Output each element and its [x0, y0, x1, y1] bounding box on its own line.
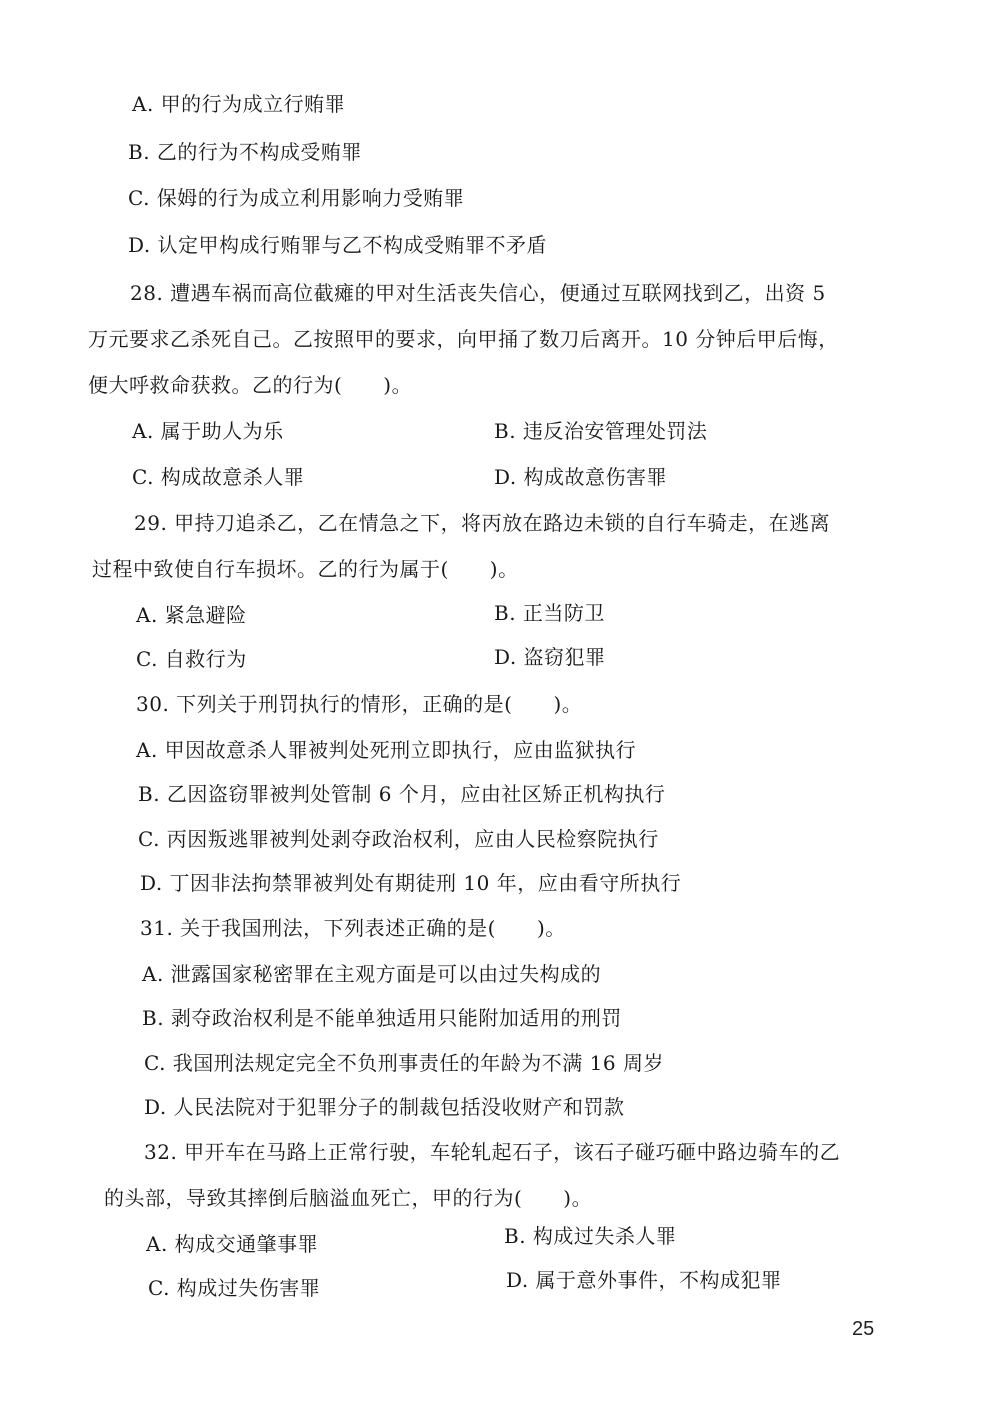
q32-stem-line-2: 的头部，导致其摔倒后脑溢血死亡，甲的行为( )。: [104, 1186, 593, 1210]
q29-stem-line-1: 29. 甲持刀追杀乙，乙在情急之下，将丙放在路边未锁的自行车骑走，在逃离: [134, 511, 831, 535]
q28-option-d: D. 构成故意伤害罪: [494, 465, 668, 489]
q27-option-a: A. 甲的行为成立行贿罪: [132, 92, 346, 116]
q30-option-d: D. 丁因非法拘禁罪被判处有期徒刑 10 年，应由看守所执行: [140, 871, 682, 895]
q28-stem-line-3: 便大呼救命获救。乙的行为( )。: [88, 373, 413, 397]
q28-option-c: C. 构成故意杀人罪: [132, 465, 305, 489]
q29-option-c: C. 自救行为: [136, 647, 247, 671]
q28-option-a: A. 属于助人为乐: [132, 419, 284, 443]
q29-option-b: B. 正当防卫: [494, 601, 605, 625]
q30-option-a: A. 甲因故意杀人罪被判处死刑立即执行，应由监狱执行: [136, 738, 637, 762]
q29-stem-line-2: 过程中致使自行车损坏。乙的行为属于( )。: [92, 557, 519, 581]
q32-stem-line-1: 32. 甲开车在马路上正常行驶，车轮轧起石子，该石子碰巧砸中路边骑车的乙: [144, 1140, 841, 1164]
q30-option-b: B. 乙因盗窃罪被判处管制 6 个月，应由社区矫正机构执行: [138, 782, 666, 806]
q31-stem: 31. 关于我国刑法，下列表述正确的是( )。: [140, 916, 566, 940]
q30-stem: 30. 下列关于刑罚执行的情形，正确的是( )。: [136, 692, 583, 716]
q32-option-a: A. 构成交通肇事罪: [146, 1232, 319, 1256]
q27-option-c: C. 保姆的行为成立利用影响力受贿罪: [128, 186, 465, 210]
q27-option-b: B. 乙的行为不构成受贿罪: [128, 140, 362, 164]
q31-option-a: A. 泄露国家秘密罪在主观方面是可以由过失构成的: [142, 962, 602, 986]
q29-option-a: A. 紧急避险: [136, 603, 247, 627]
q27-option-d: D. 认定甲构成行贿罪与乙不构成受贿罪不矛盾: [128, 233, 548, 257]
q28-stem-line-1: 28. 遭遇车祸而高位截瘫的甲对生活丧失信心，便通过互联网找到乙，出资 5: [130, 281, 826, 305]
q31-option-c: C. 我国刑法规定完全不负刑事责任的年龄为不满 16 周岁: [144, 1051, 664, 1075]
q32-option-b: B. 构成过失杀人罪: [504, 1224, 677, 1248]
q32-option-d: D. 属于意外事件，不构成犯罪: [506, 1268, 782, 1292]
q30-option-c: C. 丙因叛逃罪被判处剥夺政治权利，应由人民检察院执行: [138, 827, 659, 851]
q31-option-d: D. 人民法院对于犯罪分子的制裁包括没收财产和罚款: [144, 1095, 625, 1119]
q28-option-b: B. 违反治安管理处罚法: [494, 419, 708, 443]
q31-option-b: B. 剥夺政治权利是不能单独适用只能附加适用的刑罚: [142, 1006, 622, 1030]
q28-stem-line-2: 万元要求乙杀死自己。乙按照甲的要求，向甲捅了数刀后离开。10 分钟后甲后悔，: [88, 327, 839, 351]
q32-option-c: C. 构成过失伤害罪: [148, 1276, 321, 1300]
page-number: 25: [852, 1318, 875, 1340]
q29-option-d: D. 盗窃犯罪: [494, 645, 606, 669]
